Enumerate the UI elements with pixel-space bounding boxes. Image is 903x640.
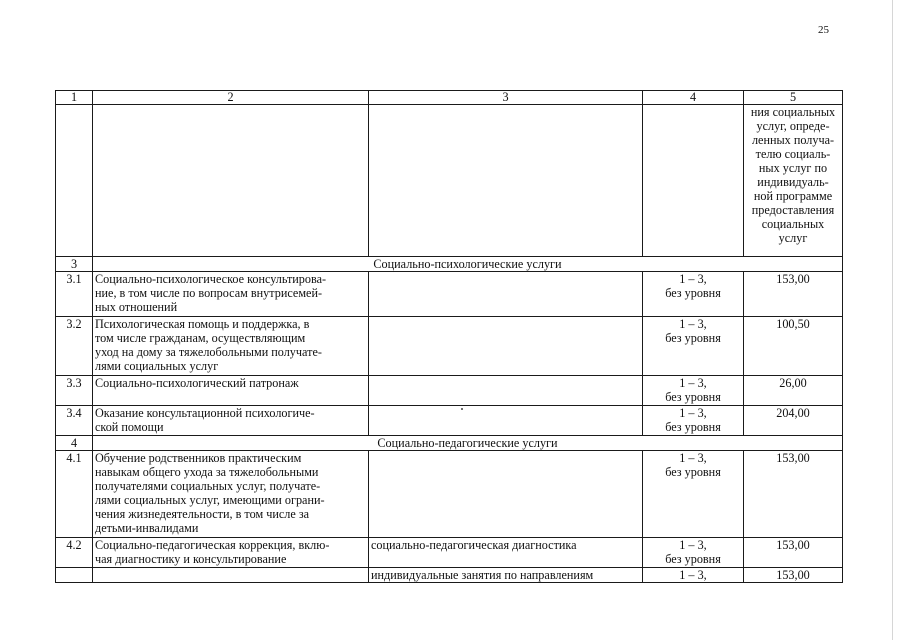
- service-description: социально-педагогическая диагностика: [369, 538, 643, 568]
- service-description: [369, 317, 643, 376]
- service-level: [643, 568, 744, 583]
- continuation-row: [56, 105, 843, 257]
- service-level-line: 1 – 3,: [679, 538, 707, 552]
- service-name: [93, 376, 369, 406]
- service-name: [93, 568, 369, 583]
- continuation-cell: [744, 105, 843, 257]
- section-title: Социально-педагогические услуги: [93, 436, 843, 451]
- continuation-line: услуг: [778, 231, 808, 245]
- service-description: [369, 272, 643, 317]
- service-description: [369, 406, 643, 436]
- service-name-line: Социально-психологический патронаж: [95, 376, 299, 390]
- continuation-line: предоставления: [751, 203, 835, 217]
- continuation-line: телю социаль-: [755, 147, 831, 161]
- service-level-line: 1 – 3,: [679, 451, 707, 465]
- service-level-line: 1 – 3,: [679, 406, 707, 420]
- service-name-line: чая диагностику и консультирование: [95, 552, 287, 566]
- service-level-line: без уровня: [665, 420, 721, 434]
- service-name-line: том числе гражданам, осуществляющим: [95, 331, 306, 345]
- header-col-3: 3: [369, 91, 643, 105]
- service-price: 153,00: [744, 272, 843, 317]
- service-description: индивидуальные занятия по направлениям: [369, 568, 643, 583]
- service-name-line: Оказание консультационной психологиче-: [95, 406, 315, 420]
- table-header-row: [56, 91, 843, 105]
- section-title: Социально-психологические услуги: [93, 257, 843, 272]
- page-number: 25: [818, 24, 829, 36]
- service-name-line: Обучение родственников практическим: [95, 451, 302, 465]
- row-number: 4.1: [56, 451, 93, 538]
- table-row: [56, 538, 843, 568]
- service-price: 100,50: [744, 317, 843, 376]
- service-level: [643, 272, 744, 317]
- continuation-line: ленных получа-: [751, 133, 835, 147]
- row-number: 3.4: [56, 406, 93, 436]
- table-row: [56, 451, 843, 538]
- continuation-line: ных услуг по: [758, 161, 828, 175]
- service-level: [643, 406, 744, 436]
- section-number: 4: [56, 436, 93, 451]
- service-name-line: детьми-инвалидами: [95, 521, 199, 535]
- table-row: [56, 406, 843, 436]
- service-price: 26,00: [744, 376, 843, 406]
- service-name: [93, 272, 369, 317]
- service-level-line: 1 – 3,: [679, 272, 707, 286]
- service-level: [643, 376, 744, 406]
- service-level: [643, 451, 744, 538]
- service-name-line: уход на дому за тяжелобольными получате-: [95, 345, 322, 359]
- service-price: 204,00: [744, 406, 843, 436]
- table-row: [56, 272, 843, 317]
- row-number: 3.2: [56, 317, 93, 376]
- service-level-line: 1 – 3,: [679, 376, 707, 390]
- row-number: 3.1: [56, 272, 93, 317]
- section-number: 3: [56, 257, 93, 272]
- services-table: [55, 90, 843, 583]
- service-name-line: навыкам общего ухода за тяжелобольными: [95, 465, 319, 479]
- section-row-4: [56, 436, 843, 451]
- continuation-line: услуг, опреде-: [756, 119, 830, 133]
- continuation-line: ния социальных: [750, 105, 836, 119]
- scan-dot: [461, 408, 463, 410]
- row-number: 3.3: [56, 376, 93, 406]
- service-name-line: чения жизнедеятельности, в том числе за: [95, 507, 310, 521]
- header-col-2: 2: [93, 91, 369, 105]
- service-level-line: без уровня: [665, 286, 721, 300]
- table-row: [56, 568, 843, 583]
- service-price: 153,00: [744, 451, 843, 538]
- continuation-line: индивидуаль-: [757, 175, 829, 189]
- service-name-line: получателями социальных услуг, получате-: [95, 479, 321, 493]
- service-name-line: ской помощи: [95, 420, 164, 434]
- header-col-4: 4: [643, 91, 744, 105]
- service-level: [643, 317, 744, 376]
- service-name-line: Социально-психологическое консультирова-: [95, 272, 327, 286]
- header-col-5: 5: [744, 91, 843, 105]
- row-number: 4.2: [56, 538, 93, 568]
- service-name-line: Социально-педагогическая коррекция, вклю-: [95, 538, 330, 552]
- service-name-line: ных отношений: [95, 300, 178, 314]
- header-col-1: 1: [56, 91, 93, 105]
- service-name: [93, 317, 369, 376]
- service-level-line: без уровня: [665, 465, 721, 479]
- service-description: [369, 376, 643, 406]
- service-name-line: Психологическая помощь и поддержка, в: [95, 317, 310, 331]
- continuation-line: ной программе: [753, 189, 833, 203]
- continuation-line: социальных: [761, 217, 825, 231]
- section-row-3: [56, 257, 843, 272]
- service-level-line: без уровня: [665, 390, 721, 404]
- service-level-line: без уровня: [665, 552, 721, 566]
- service-name-line: ние, в том числе по вопросам внутрисемей-: [95, 286, 323, 300]
- service-level-line: 1 – 3,: [679, 568, 707, 582]
- service-name-line: лями социальных услуг, имеющими ограни-: [95, 493, 325, 507]
- service-name: [93, 538, 369, 568]
- service-name: [93, 406, 369, 436]
- service-name: [93, 451, 369, 538]
- page-edge-line: [892, 0, 893, 640]
- service-level-line: без уровня: [665, 331, 721, 345]
- service-description: [369, 451, 643, 538]
- table-row: [56, 317, 843, 376]
- service-level: [643, 538, 744, 568]
- service-price: 153,00: [744, 538, 843, 568]
- service-name-line: лями социальных услуг: [95, 359, 219, 373]
- service-level-line: 1 – 3,: [679, 317, 707, 331]
- row-number: [56, 568, 93, 583]
- service-price: 153,00: [744, 568, 843, 583]
- table-row: [56, 376, 843, 406]
